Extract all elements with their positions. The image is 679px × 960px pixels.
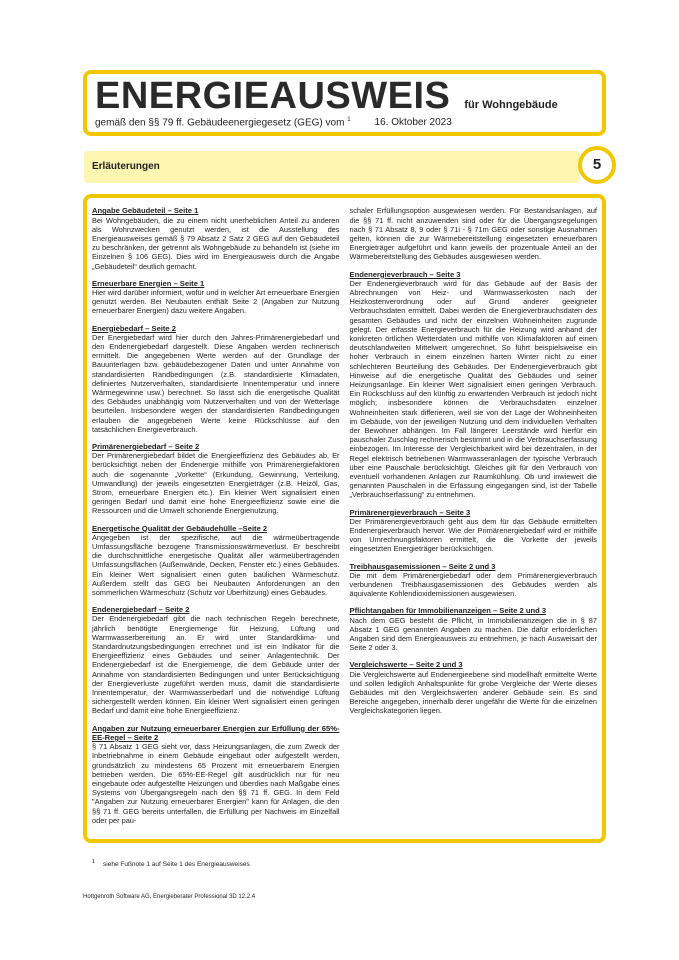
explanation-section <box>350 562 598 599</box>
explanation-section <box>350 270 598 500</box>
section-heading: Energiebedarf – Seite 2 <box>92 323 176 333</box>
footnote-text: siehe Fußnote 1 auf Seite 1 des Energieausweises <box>103 861 250 869</box>
section-text: Hier wird darüber informiert, wofür und in welcher Art erneuerbare Energien genutzt werden. Bei Neubauten enthält Seite 2 (Angaben zur Nutzung erneuerbarer Energien) dazu weitere Angaben. <box>92 287 340 316</box>
explanation-section <box>350 508 598 554</box>
explanation-section <box>92 605 340 715</box>
law-text: gemäß den §§ 79 ff. Gebäudeenergiegesetz (GEG) vom <box>95 117 345 129</box>
section-heading: Endenergiebedarf – Seite 2 <box>92 605 190 615</box>
explanation-section <box>92 206 340 270</box>
section-heading: Erneuerbare Energien – Seite 1 <box>92 278 205 288</box>
section-text: Der Endenergieverbrauch wird für das Gebäude auf der Basis der Abrechnungen von Heiz- und Warmwasserkosten nach der Heizkostenverordnung oder auf Grund anderer geeigneter Verbrauchsdaten ermittelt. Dabei werden die Energieverbrauchsdaten des gesamten Gebäudes und nicht der einzelnen Wohneinheiten zugrunde gelegt. Der erfasste Energieverbrauch für die Heizung wird anhand der konkreten örtlichen Wetterdaten und mithilfe von Klimafaktoren auf einen deutschlandweiten Mittelwert umgerechnet. So führt beispielsweise ein hoher Verbrauch in einem einzelnen harten Winter nicht zu einer schlechteren Beurteilung des Gebäudes. Der Endenergieverbrauch gibt Hinweise auf die energetische Qualität des Gebäudes und seiner Heizungsanlage. Ein kleiner Wert signalisiert einen geringen Verbrauch. Ein Rückschluss auf den künftig zu erwartenden Verbrauch ist jedoch nicht möglich; insbesondere können die Verbrauchsdaten einzelner Wohneinheiten stark differieren, weil sie von der Lage der Wohneinheiten im Gebäude, von der jeweiligen Nutzung und dem individuellen Verhalten der Bewohner abhängen. Im Fall längerer Leerstände wird hierfür ein pauschaler Zuschlag rechnerisch bestimmt und in die Verbrauchserfassung einbezogen. Im Interesse der Vergleichbarkeit wird bei dezentralen, in der Regel elektrisch betriebenen Warmwasseranlagen der typische Verbrauch über eine Pauschale berücksichtigt. Gleiches gilt für den Verbrauch von eventuell vorhandenen Anlagen zur Raumkühlung. Ob und inwieweit die genannten Pauschalen in die Erfassung eingegangen sind, ist der Tabelle „Verbrauchserfassung“ zu entnehmen. <box>349 278 597 500</box>
footnote <box>92 859 606 868</box>
document-subtitle: für Wohngebäude <box>464 99 558 111</box>
title-row <box>95 76 594 116</box>
section-heading: Treibhausgasemissionen – Seite 2 und 3 <box>349 561 496 571</box>
section-text: Nach dem GEG besteht die Pflicht, in Immobilienanzeigen die in § 87 Absatz 1 GEG genannten Angaben zu machen. Die dafür erforderlichen Angaben sind dem Energieausweis zu entnehmen, je nach Ausweisart der Seite 2 oder 3. <box>349 615 597 653</box>
law-row <box>95 117 594 128</box>
section-heading: Energetische Qualität der Gebäudehülle –Seite 2 <box>92 523 268 533</box>
section-text: Angegeben ist der spezifische, auf die wärmeübertragende Umfassungsfläche bezogene Transmissionswärmeverlust. Er beschreibt die durchschnittliche energetische Qualität aller wärmeübertragenden Umfassungsflächen (Außenwände, Decken, Fenster etc.) eines Gebäudes. Ein kleiner Wert signalisiert einen guten baulichen Wärmeschutz. Außerdem stellt das GEG bei Neubauten Anforderungen an den sommerlichen Wärmeschutz (Schutz vor Überhitzung) eines Gebäudes. <box>92 532 340 598</box>
page-content <box>83 70 606 900</box>
section-text: § 71 Absatz 1 GEG sieht vor, dass Heizungsanlagen, die zum Zweck der Inbetriebnahme in einem Gebäude eingebaut oder aufgestellt werden, grundsätzlich zu mindestens 65 Prozent mit erneuerbarem Energien betrieben werden. Die 65%-EE-Regel gilt ausdrücklich nur für neu eingebaute oder aufgestellte Heizungen und überdies nach Maßgabe eines Systems von Übergangsregeln nach den §§ 71 ff. GEG. In dem Feld "Angaben zur Nutzung erneuerbarer Energien" kann für Anlagen, die den §§ 71 ff. GEG bereits unterfallen, die Erfüllung per Nachweis im Einzelfall oder per pau- <box>92 742 340 825</box>
explanation-section <box>350 206 598 261</box>
section-text: Der Energiebedarf wird hier durch den Jahres-Primärenergiebedarf und den Endenergiebedarf dargestellt. Diese Angaben werden rechnerisch ermittelt. Die angegebenen Werte werden auf der Grundlage der Bauunterlagen bzw. gebäudebezogener Daten und unter Annahme von standardisierten Randbedingungen (z.B. standardisierte Klimadaten, definiertes Nutzerverhalten, standardisierte Innentemperatur und innere Wärmegewinne usw.) berechnet. So lässt sich die energetische Qualität des Gebäudes unabhängig vom Nutzerverhalten und von der Wetterlage beurteilen. Insbesondere wegen der standardisierten Randbedingungen erlauben die angegebenen Werte keine Rückschlüsse auf den tatsächlichen Energieverbrauch. <box>92 332 340 434</box>
explanation-section <box>350 660 598 715</box>
explanation-section <box>92 524 340 598</box>
explanation-section <box>92 442 340 516</box>
section-text: Bei Wohngebäuden, die zu einem nicht unerheblichen Anteil zu anderen als Wohnzwecken genutzt werden, ist die Ausstellung des Energieausweises gemäß § 79 Absatz 2 Satz 2 GEG auf den Gebäudeteil zu beschränken, der getrennt als Wohngebäude zu behandeln ist (siehe im Einzelnen § 106 GEG). Dies wird im Energieausweis durch die Angabe „Gebäudeteil“ deutlich gemacht. <box>92 215 340 271</box>
law-date: 16. Oktober 2023 <box>374 117 452 128</box>
section-text: schaler Erfüllungsoption ausgewiesen werden. Für Bestandsanlagen, auf die §§ 71 ff. nicht anzuwenden sind oder für die Übergangsregelungen nach § 71 Absatz 8, 9 oder § 71i - § 71m GEG oder sonstige Ausnahmen gelten, können die zur Wärmebereitstellung eingesetzten erneuerbaren Energieträger aufgeführt und kann jeweils der prozentuale Anteil an der Wärmebereitstellung des Gebäudes ausgewiesen werden. <box>349 206 597 262</box>
page-number-badge: 5 <box>578 146 616 184</box>
section-text: Der Endenergiebedarf gibt die nach technischen Regeln berechnete, jährlich benötigte Energiemenge für Heizung, Lüftung und Warmwasserbereitung an. Er wird unter Standardklima- und Standardnutzungsbedingungen errechnet und ist ein Indikator für die Energieeffizienz eines Gebäudes und seiner Anlagentechnik. Der Endenergiebedarf ist die Energiemenge, die dem Gebäude unter der Annahme von standardisierten Bedingungen und unter Berücksichtigung der Energieverluste zugeführt werden muss, damit die standardisierte Innentemperatur, der Warmwasserbedarf und die notwendige Lüftung sichergestellt werden können. Ein kleiner Wert signalisiert einen geringen Bedarf und damit eine hohe Energieeffizienz. <box>92 614 340 716</box>
section-bar-row <box>83 149 606 183</box>
section-heading: Primärenergieverbrauch – Seite 3 <box>349 507 471 517</box>
section-text: Die Vergleichswerte auf Endenergieebene sind modellhaft ermittelte Werte und sollen lediglich Anhaltspunkte für grobe Vergleiche der Werte dieses Gebäudes mit den Vergleichswerten anderer Gebäude sein. Es sind Bereiche angegeben, innerhalb derer ungefähr die Werte für die einzelnen Vergleichskategorien liegen. <box>349 669 597 716</box>
section-bar <box>84 151 580 183</box>
law-reference <box>95 117 351 128</box>
footnote-mark: 1 <box>92 858 96 865</box>
left-column <box>92 206 340 833</box>
section-text: Der Primärenergiebedarf bildet die Energieeffizienz des Gebäudes ab. Er berücksichtigt neben der Endenergie mithilfe von Primärenergiefaktoren auch die sogenannte „Vorkette“ (Erkundung, Gewinnung, Verteilung, Umwandlung) der jeweils eingesetzten Energieträger (z.B. Heizöl, Gas, Strom, erneuerbare Energien etc.). Ein kleiner Wert signalisiert einen geringen Bedarf und damit eine hohe Energieeffizienz sowie eine die Ressourcen und die Umwelt schonende Energienutzung. <box>92 451 340 516</box>
explanation-section <box>92 724 340 825</box>
section-heading: Vergleichswerte – Seite 2 und 3 <box>349 660 463 670</box>
right-column <box>350 206 598 833</box>
content-box <box>83 194 606 843</box>
section-text: Der Primärenergieverbrauch geht aus dem für das Gebäude ermittelten Endenergieverbrauch hervor. Wie der Primärenergiebedarf wird er mithilfe von Umrechnungsfaktoren ermittelt, die die Vorkette der jeweils eingesetzten Energieträger berücksichtigen. <box>349 516 597 554</box>
section-heading: Pflichtangaben für Immobilienanzeigen – Seite 2 und 3 <box>349 606 547 616</box>
explanation-section <box>92 324 340 434</box>
explanation-section <box>92 279 340 316</box>
section-heading: Endenergieverbrauch – Seite 3 <box>349 269 461 279</box>
section-text: Die mit dem Primärenergiebedarf oder dem Primärenergieverbrauch verbundenen Treibhausgasemissionen des Gebäudes werden als äquivalente Kohlendioxidemissionen ausgewiesen. <box>349 570 597 599</box>
document-header <box>83 70 606 136</box>
section-heading: Primärenergiebedarf – Seite 2 <box>92 442 200 451</box>
document-title: ENERGIEAUSWEIS <box>95 75 451 117</box>
section-heading: Angaben zur Nutzung erneuerbarer Energien zur Erfüllung der 65%-EE-Regel – Seite 2 <box>92 723 340 742</box>
footnote-marker: 1 <box>347 117 351 123</box>
section-heading: Angabe Gebäudeteil – Seite 1 <box>92 206 199 216</box>
software-credit: Hottgenroth Software AG, Energieberater Professional 3D 12.2.4 <box>83 894 256 901</box>
explanation-section <box>350 606 598 652</box>
section-title: Erläuterungen <box>92 161 160 173</box>
